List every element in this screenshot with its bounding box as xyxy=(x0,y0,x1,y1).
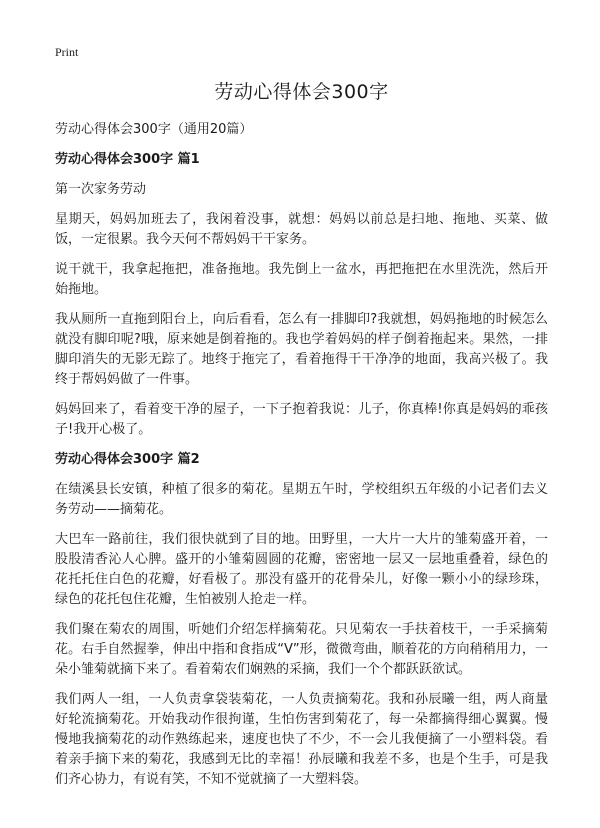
paragraph: 星期天，妈妈加班去了，我闲着没事，就想：妈妈以前总是扫地、拖地、买菜、做饭，一定很累。我今天何不帮妈妈干干家务。 xyxy=(55,212,548,247)
document-subtitle: 劳动心得体会300字（通用20篇） xyxy=(55,122,253,137)
paragraph: 我从厕所一直拖到阳台上，向后看看，怎么有一排脚印?我就想，妈妈拖地的时候怎么就没有脚印呢?哦，原来她是倒着拖的。我也学着妈妈的样子倒着拖起来。果然，一排脚印消失的无影无踪了。地终于拖完了，看着拖得干干净净的地面，我高兴极了。我终于帮妈妈做了一件事。 xyxy=(55,312,548,387)
page-title: 劳动心得体会300字 xyxy=(214,81,389,103)
section-1 xyxy=(55,150,548,440)
section-heading: 劳动心得体会300字 篇1 xyxy=(55,152,200,167)
paragraph: 我们聚在菊农的周围，听她们介绍怎样摘菊花。只见菊农一手扶着枝干，一手采摘菊花。右手自然握拳，伸出中指和食指成“V”形，微微弯曲，顺着花的方向稍稍用力，一朵小雏菊就摘下来了。看着菊农们娴熟的采摘，我们一个个都跃跃欲试。 xyxy=(55,622,548,677)
paragraph: 我们两人一组，一人负责拿袋装菊花，一人负责摘菊花。我和孙辰曦一组，两人商量好轮流摘菊花。开始我动作很拘谨，生怕伤害到菊花了，每一朵都摘得细心翼翼。慢慢地我摘菊花的动作熟练起来，速度也快了不少，不一会儿我便摘了一小塑料袋。看着亲手摘下来的菊花，我感到无比的幸福！孙辰曦和我差不多，也是个生手，可是我们齐心协力，有说有笑，不知不觉就摘了一大塑料袋。 xyxy=(55,692,548,787)
paragraph: 妈妈回来了，看着变干净的屋子，一下子抱着我说：儿子，你真棒!你真是妈妈的乖孩子!我开心极了。 xyxy=(55,402,548,437)
section-2 xyxy=(55,450,548,790)
paragraph: 第一次家务劳动 xyxy=(55,182,147,197)
print-link[interactable]: Print xyxy=(55,45,79,59)
paragraph: 大巴车一路前往，我们很快就到了目的地。田野里，一大片一大片的雏菊盛开着，一股股清香沁人心脾。盛开的小雏菊圆圆的花瓣，密密地一层又一层地重叠着，绿色的花托托住白色的花瓣，好看极了。那没有盛开的花骨朵儿，好像一颗小小的绿珍珠，绿色的花托包住花瓣，生怕被别人抢走一样。 xyxy=(55,532,548,607)
section-heading: 劳动心得体会300字 篇2 xyxy=(55,452,200,467)
paragraph: 在绩溪县长安镇，种植了很多的菊花。星期五午时，学校组织五年级的小记者们去义务劳动——摘菊花。 xyxy=(55,482,548,517)
paragraph: 说干就干，我拿起拖把，准备拖地。我先倒上一盆水，再把拖把在水里洗洗，然后开始拖地。 xyxy=(55,262,548,297)
